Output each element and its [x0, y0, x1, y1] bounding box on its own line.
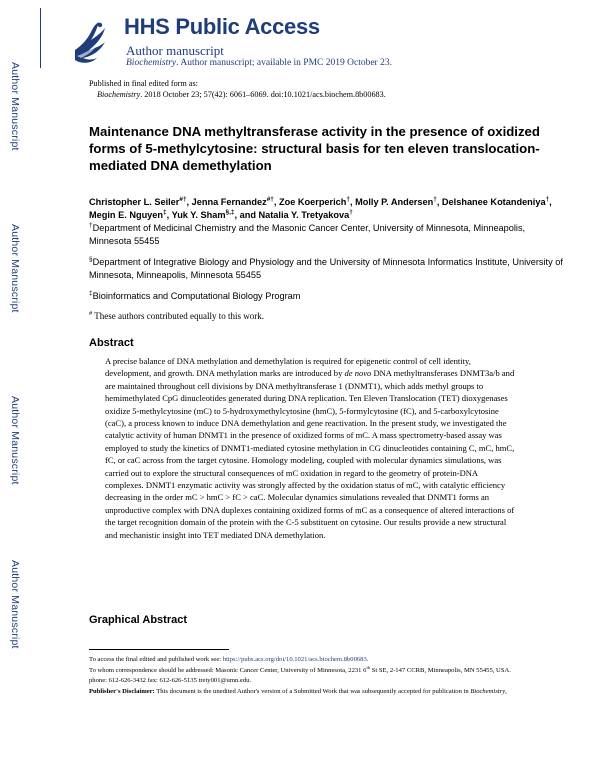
author-affiliation-mark: † [545, 195, 550, 203]
equal-contribution-text: These authors contributed equally to this work. [92, 311, 264, 321]
correspondence-a: To whom correspondence should be addressed: Masonic Cancer Center, University of Minnesota, 2231 6 [89, 667, 367, 675]
author-manuscript-label: Author manuscript [126, 43, 224, 58]
affiliation-mark: ‡ [89, 289, 93, 297]
equal-contribution-note [89, 311, 264, 321]
author-name: Megin E. Nguyen [89, 210, 164, 220]
affiliation-3 [89, 290, 564, 303]
author-name: Natalia Y. Tretyakova [258, 210, 350, 220]
disclaimer-footnote [89, 687, 524, 696]
author-name: Jenna Fernandez [191, 197, 267, 207]
affiliation-mark: † [89, 221, 93, 229]
hhs-eagle-logo-icon [71, 16, 109, 68]
affiliation-1 [89, 222, 564, 247]
abstract-body [105, 355, 515, 541]
author-name: Zoe Koerperich [279, 197, 347, 207]
abstract-part-1: A precise balance of DNA methylation and demethylation is required for epigenetic control of cell identity, development, and growth. DNA methylation marks are introduced by [105, 356, 471, 379]
abstract-part-2: DNA methyltransferases DNMT3a/b and are maintained throughout cell divisions by DNA methyltransferase 1 (DNMT1), which adds methyl groups to hemimethylated CpG dinucleotides generated during DNA replication. Ten Eleven Translocation (TET) dioxygenases oxidize 5-methylcytosine (mC) to 5-hydroxymethylcytosine (hmC), 5-formylcytosine (fC), and 5-carboxylcytosine (caC), a process known to induce DNA demethylation and gene reactivation. In the present study, we investigated the catalytic activity of human DNMT1 in the presence of oxidized forms of mC. A mass spectrometry-based assay was employed to study the kinetics of DNMT1-mediated cytosine methylation in CG dinucleotides containing C, mC, hmC, fC, or caC across from the target cytosine. Homology modeling, coupled with molecular dynamics simulations, was carried out to explore the structural consequences of mC oxidation in regard to the geometry of protein-DNA complexes. DNMT1 enzymatic activity was strongly affected by the oxidation status of mC, with catalytic efficiency decreasing in the order mC > hmC > fC > caC. Molecular dynamics simulations revealed that DNMT1 forms an unproductive complex with DNA duplexes containing oxidized forms of mC as a consequence of altered interactions of the target recognition domain of the protein with the C-5 substituent on cytosine. Our results provide a new structural and mechanistic insight into TET mediated DNA demethylation. [105, 368, 515, 540]
correspondence-sup: th [366, 665, 371, 671]
side-label-1: Author Manuscript [9, 62, 21, 151]
author-separator: , [166, 210, 172, 220]
author-name: Christopher L. Seiler [89, 197, 180, 207]
availability-text: . Author manuscript; available in PMC 2019 October 23. [176, 58, 392, 68]
header-rule [40, 8, 41, 68]
affiliation-text: Bioinformatics and Computational Biology Program [92, 291, 301, 301]
author-separator: , [549, 197, 552, 207]
published-in-label: Published in final edited form as: [89, 79, 198, 88]
author-affiliation-mark: #† [266, 195, 274, 203]
affiliation-text: Department of Integrative Biology and Physiology and the University of Minnesota Informatics Institute, University of Minnesota, Minneapolis, Minnesota 55455 [89, 257, 563, 280]
hhs-title: HHS Public Access [124, 14, 320, 39]
correspondence-b: St SE, 2-147 CCRB, Minneapolis, MN 55455, USA. phone: 612-626-3432 fax: 612-626-5135 trety001@umn.edu. [89, 667, 511, 684]
author-affiliation-mark: † [433, 195, 437, 203]
paper-title: Maintenance DNA methyltransferase activity in the presence of oxidized forms of 5-methylcytosine: structural basis for ten eleven translocation-mediated DNA demethylation [89, 124, 540, 173]
author-affiliation-mark: † [346, 195, 350, 203]
citation-journal: Biochemistry [97, 90, 141, 99]
affiliation-text: Department of Medicinal Chemistry and the Masonic Cancer Center, University of Minnesota, Minneapolis, Minnesota 55455 [89, 223, 526, 246]
publication-info [89, 78, 386, 100]
author-affiliation-mark: † [349, 208, 353, 216]
footnotes [89, 655, 524, 698]
author-separator: , [349, 197, 356, 207]
access-footnote [89, 655, 524, 664]
abstract-italic: de novo [344, 368, 372, 379]
side-label-2: Author Manuscript [9, 224, 21, 313]
side-label-3: Author Manuscript [9, 396, 21, 485]
disclaimer-text: This document is the unedited Author's version of a Submitted Work that was subsequently accepted for publication in [154, 687, 471, 695]
abstract-heading: Abstract [89, 337, 134, 349]
side-label-4: Author Manuscript [9, 560, 21, 649]
doi-link[interactable]: https://pubs.acs.org/doi/10.1021/acs.biochem.8b00683 [222, 656, 367, 663]
affiliation-mark: § [89, 255, 93, 263]
graphical-abstract-heading: Graphical Abstract [89, 614, 188, 626]
journal-name: Biochemistry [126, 58, 177, 68]
author-separator: , [273, 197, 279, 207]
author-separator: , [436, 197, 442, 207]
author-affiliation-mark: §,‡ [225, 208, 235, 216]
footnote-rule [89, 649, 229, 650]
author-affiliation-mark: ‡ [163, 208, 167, 216]
author-list [89, 196, 564, 222]
author-name: Yuk Y. Sham [171, 210, 226, 220]
author-affiliation-mark: #† [179, 195, 187, 203]
equal-contribution-mark: # [89, 310, 93, 317]
affiliation-2 [89, 256, 564, 281]
journal-availability [126, 58, 392, 68]
author-separator: , [186, 197, 192, 207]
citation-line [89, 89, 386, 100]
disclaimer-journal: Biochemistry [470, 687, 506, 695]
disclaimer-label: Publisher's Disclaimer: [89, 687, 155, 695]
disclaimer-end: , [505, 687, 507, 695]
access-end: . [366, 656, 369, 663]
access-text: To access the final edited and published work see: [89, 656, 223, 663]
citation-details: . 2018 October 23; 57(42): 6061–6069. doi:10.1021/acs.biochem.8b00683. [140, 90, 386, 99]
author-name: Delshanee Kotandeniya [441, 197, 546, 207]
author-separator: , and [234, 210, 259, 220]
author-name: Molly P. Andersen [355, 197, 434, 207]
correspondence-footnote [89, 666, 524, 685]
